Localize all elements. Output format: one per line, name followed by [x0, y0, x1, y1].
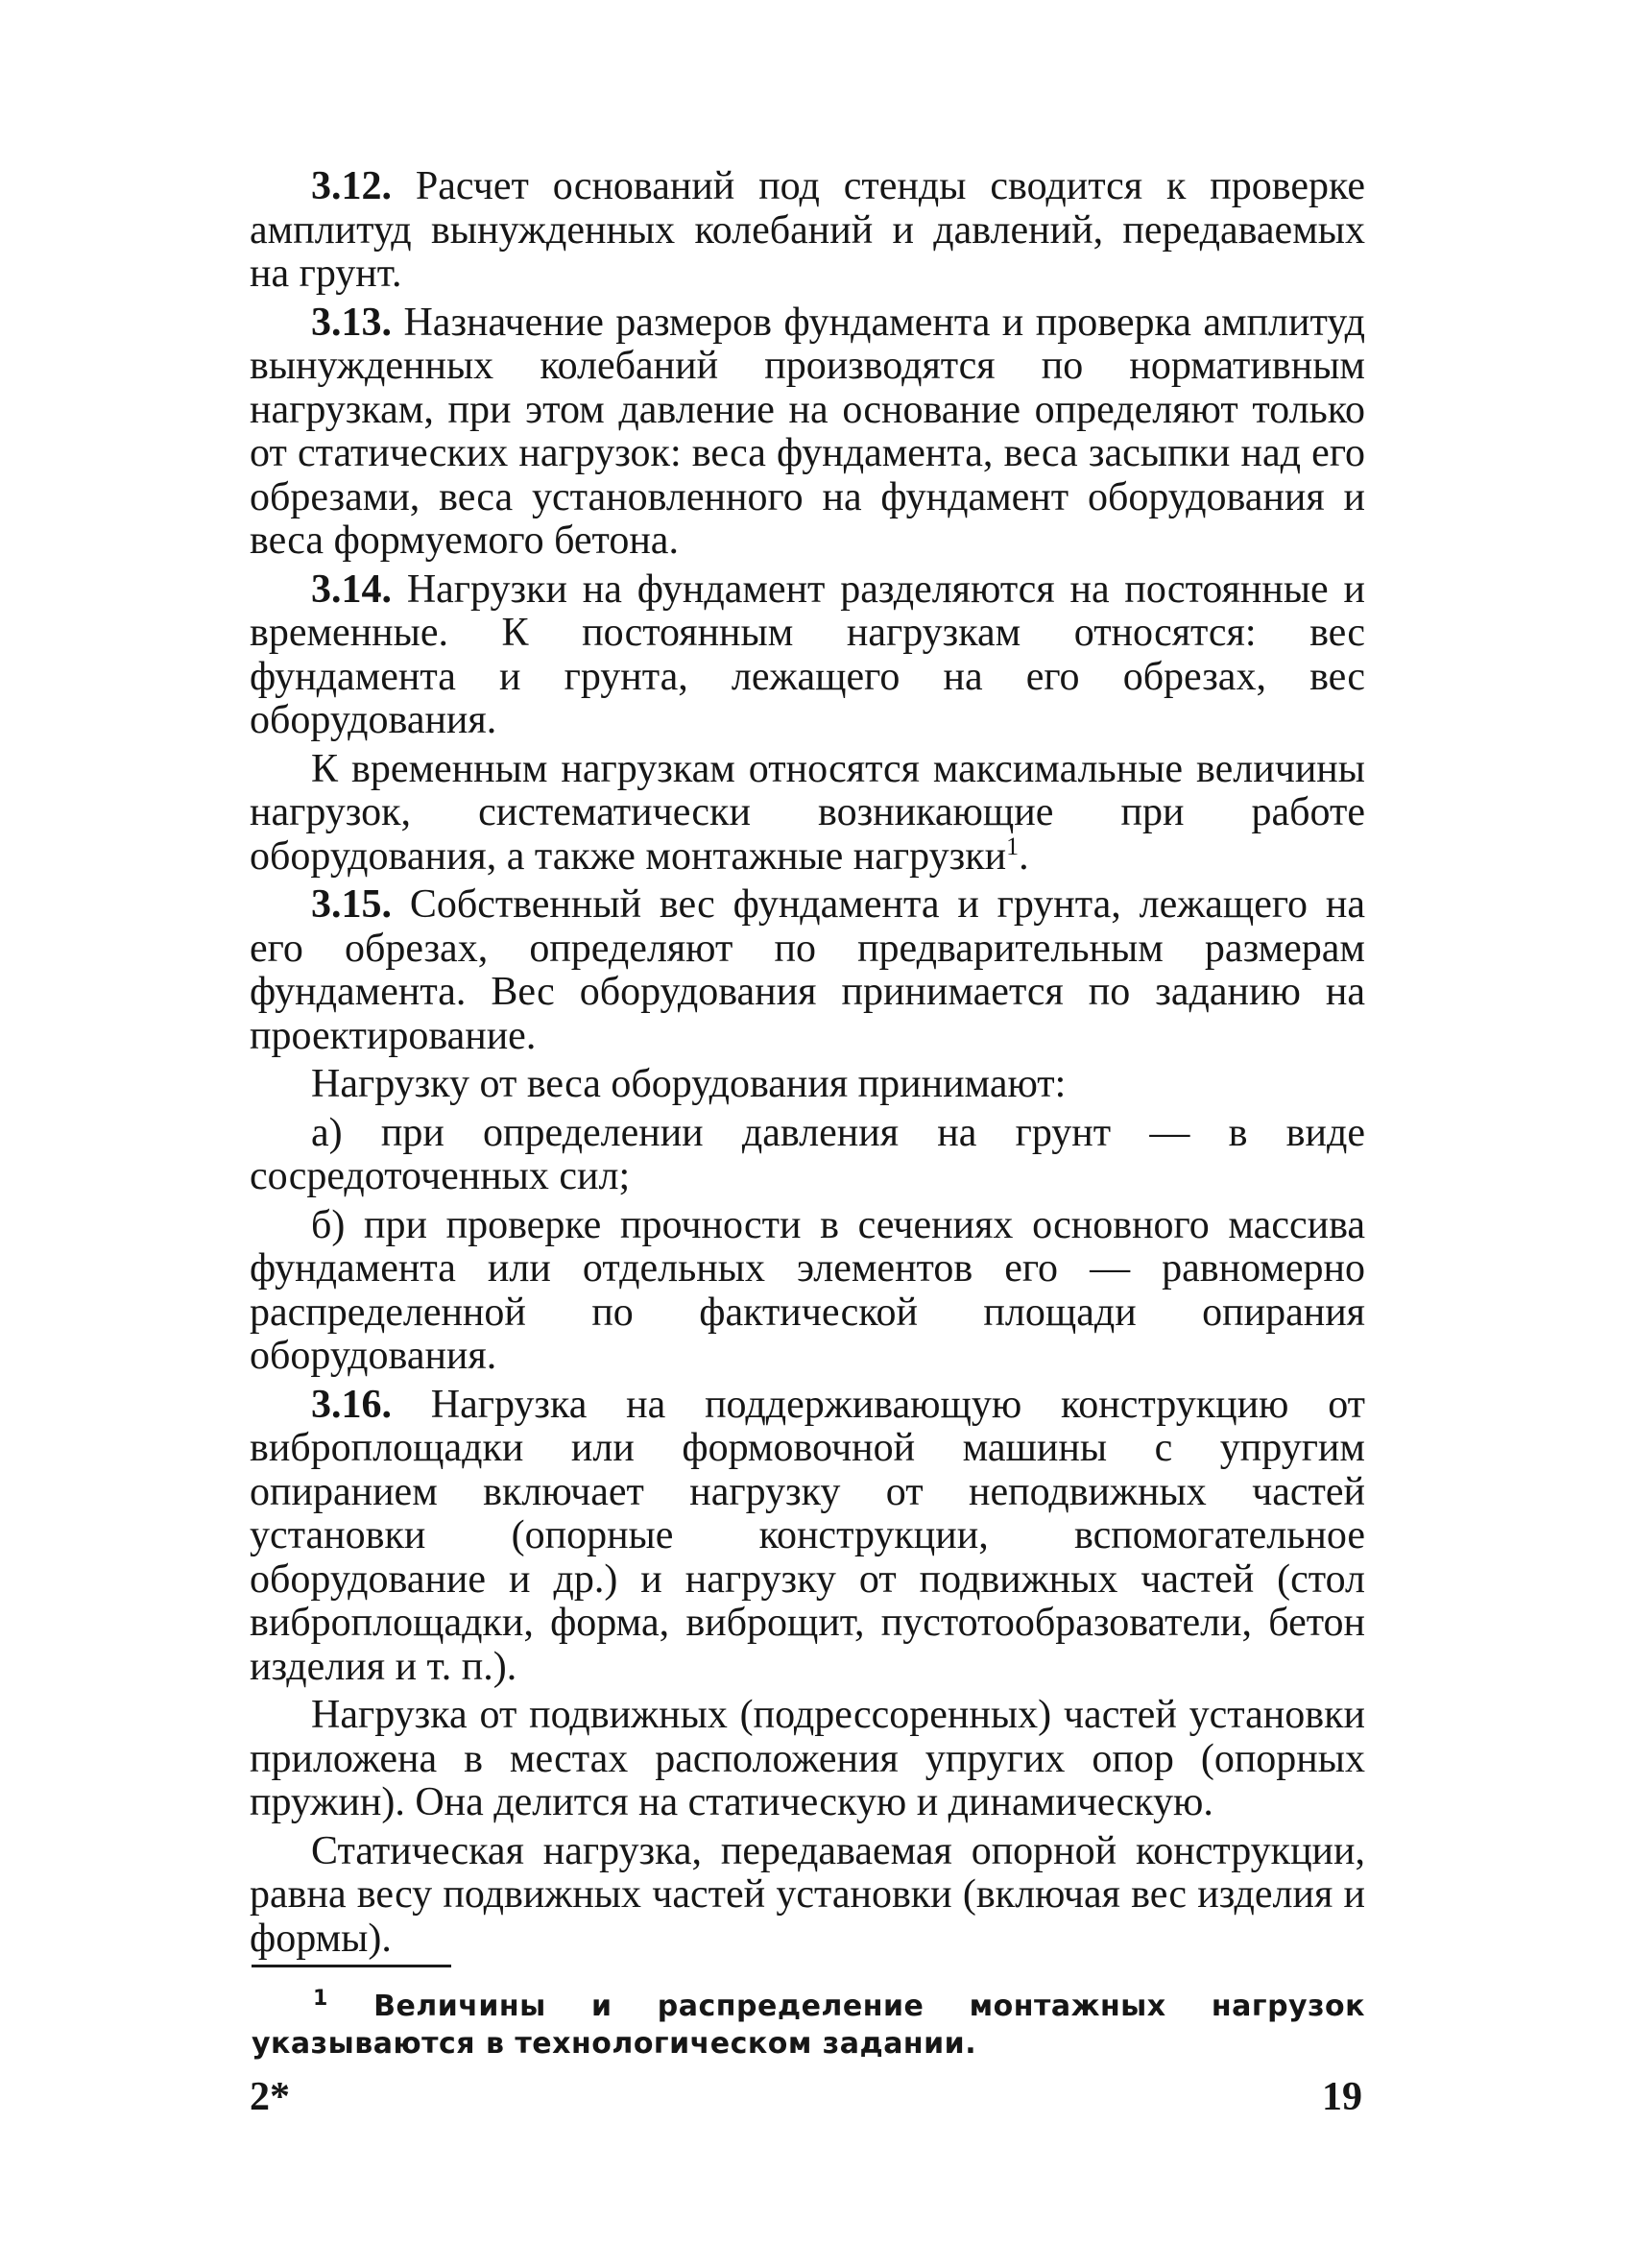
paragraph-text: Нагрузку от веса оборудования принимают:: [311, 1062, 1067, 1106]
paragraph-3-16: [250, 1384, 1365, 1690]
section-number: 3.14.: [311, 567, 392, 612]
paragraph-text: Нагрузка от подвижных (подрессоренных) частей установки приложена в местах расположения упругих опор (опорных пружин). Она делится на статическую и динамическую.: [250, 1693, 1365, 1824]
footnote: [252, 1988, 1365, 2063]
paragraph-text: Статическая нагрузка, передаваемая опорной конструкции, равна весу подвижных частей установки (включая вес изделия и формы).: [250, 1828, 1365, 1961]
list-item-a: [250, 1112, 1365, 1199]
body-text: [250, 165, 1365, 1966]
footnote-divider: [252, 1965, 451, 1967]
section-number: 3.12.: [311, 164, 392, 208]
paragraph-3-12: [250, 165, 1365, 297]
paragraph-text-end: .: [1019, 833, 1029, 879]
paragraph-text: Расчет оснований под стенды сводится к проверке амплитуд вынужденных колебаний и давлений, передаваемых на грунт.: [250, 164, 1365, 296]
printer-signature: 2*: [250, 2075, 290, 2119]
footnote-reference: 1: [1006, 832, 1020, 860]
section-number: 3.16.: [311, 1382, 392, 1427]
footnote-text: Величины и распределение монтажных нагрузок указываются в технологическом задании.: [252, 1990, 1365, 2061]
section-number: 3.15.: [311, 882, 392, 927]
paragraph-text: Собственный вес фундамента и грунта, лежащего на его обрезах, определяют по предварительным размерам фундамента. Вес оборудования принимается по заданию на проектирование.: [250, 882, 1365, 1058]
paragraph-text: Назначение размеров фундамента и проверка амплитуд вынужденных колебаний производятся по нормативным нагрузкам, при этом давление на основание определяют только от статических нагрузок: веса фундамента, веса засыпки над его обрезами, веса установленного на фундамент оборудования и веса формуемого бетона.: [250, 300, 1365, 563]
list-item-b: [250, 1204, 1365, 1379]
footnote-mark: 1: [313, 1987, 328, 2011]
paragraph-text: Нагрузки на фундамент разделяются на постоянные и временные. К постоянным нагрузкам относятся: вес фундамента и грунта, лежащего на его обрезах, вес оборудования.: [250, 567, 1365, 742]
paragraph-text: б) при проверке прочности в сечениях основного массива фундамента или отдельных элементов его — равномерно распределенной по фактической площади опирания оборудования.: [250, 1202, 1365, 1378]
paragraph-equipment-load: [250, 1063, 1365, 1107]
paragraph-3-15: [250, 883, 1365, 1058]
page-number: 19: [1322, 2075, 1362, 2119]
paragraph-text: Нагрузка на поддерживающую конструкцию от виброплощадки или формовочной машины с упругим опиранием включает нагрузку от неподвижных частей установки (опорные конструкции, вспомогательное оборудование и др.) и нагрузку от подвижных частей (стол виброплощадки, форма, виброщит, пустотообразователи, бетон изделия и т. п.).: [250, 1382, 1365, 1689]
paragraph-text: К временным нагрузкам относятся максимальные величины нагрузок, систематически возникающие при работе оборудования, а также монтажные нагрузки: [250, 746, 1365, 879]
paragraph-temporary-loads: [250, 748, 1365, 880]
paragraph-text: а) при определении давления на грунт — в виде сосредоточенных сил;: [250, 1110, 1365, 1198]
paragraph-static-load: [250, 1830, 1365, 1962]
paragraph-3-13: [250, 302, 1365, 564]
paragraph-moving-parts: [250, 1694, 1365, 1825]
paragraph-3-14: [250, 568, 1365, 743]
section-number: 3.13.: [311, 300, 392, 345]
